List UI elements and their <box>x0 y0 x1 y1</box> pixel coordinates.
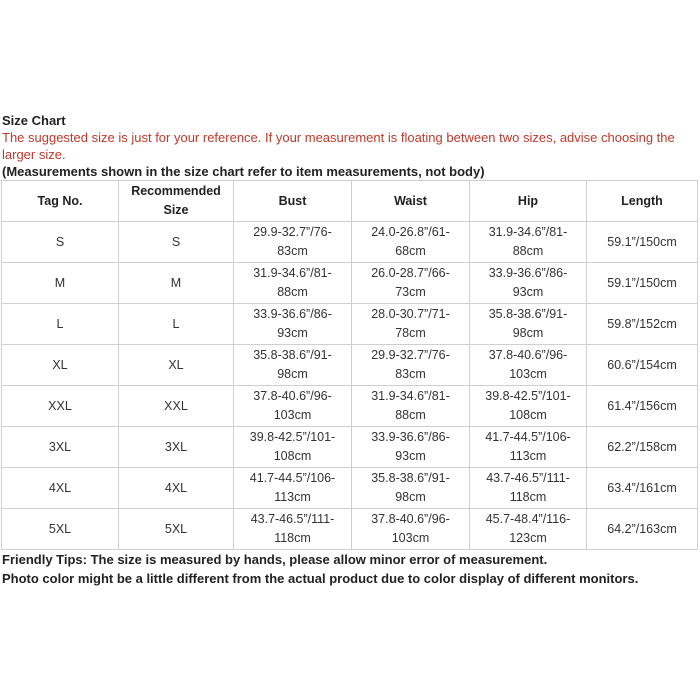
cell-hip: 35.8-38.6”/91-98cm <box>470 304 587 345</box>
cell-waist: 28.0-30.7”/71-78cm <box>352 304 470 345</box>
table-row <box>2 263 698 304</box>
cell-length: 59.1”/150cm <box>587 263 698 304</box>
cell-bust: 39.8-42.5”/101-108cm <box>234 427 352 468</box>
header-bust: Bust <box>234 181 352 222</box>
cell-length: 63.4”/161cm <box>587 468 698 509</box>
cell-waist: 24.0-26.8”/61-68cm <box>352 222 470 263</box>
cell-hip: 33.9-36.6”/86-93cm <box>470 263 587 304</box>
cell-waist: 35.8-38.6”/91-98cm <box>352 468 470 509</box>
cell-tag: M <box>2 263 119 304</box>
cell-waist: 37.8-40.6”/96-103cm <box>352 509 470 550</box>
cell-recommended: XL <box>119 345 234 386</box>
table-row <box>2 222 698 263</box>
cell-length: 60.6”/154cm <box>587 345 698 386</box>
table-row <box>2 509 698 550</box>
cell-tag: 5XL <box>2 509 119 550</box>
cell-hip: 39.8-42.5”/101-108cm <box>470 386 587 427</box>
cell-bust: 41.7-44.5”/106-113cm <box>234 468 352 509</box>
header-hip: Hip <box>470 181 587 222</box>
cell-tag: 4XL <box>2 468 119 509</box>
size-chart-section <box>0 112 700 588</box>
cell-length: 59.1”/150cm <box>587 222 698 263</box>
cell-waist: 26.0-28.7”/66-73cm <box>352 263 470 304</box>
table-row <box>2 386 698 427</box>
cell-tag: XXL <box>2 386 119 427</box>
cell-recommended: M <box>119 263 234 304</box>
size-chart-title: Size Chart <box>2 113 66 128</box>
cell-tag: S <box>2 222 119 263</box>
cell-hip: 45.7-48.4”/116-123cm <box>470 509 587 550</box>
cell-recommended: XXL <box>119 386 234 427</box>
cell-waist: 29.9-32.7”/76-83cm <box>352 345 470 386</box>
table-row <box>2 304 698 345</box>
friendly-tip-measurement: Friendly Tips: The size is measured by hands, please allow minor error of measurement. <box>2 552 548 567</box>
table-row <box>2 427 698 468</box>
cell-hip: 31.9-34.6”/81-88cm <box>470 222 587 263</box>
cell-waist: 33.9-36.6”/86-93cm <box>352 427 470 468</box>
cell-hip: 43.7-46.5”/111-118cm <box>470 468 587 509</box>
size-table <box>1 180 698 550</box>
cell-waist: 31.9-34.6”/81-88cm <box>352 386 470 427</box>
measurement-note: (Measurements shown in the size chart refer to item measurements, not body) <box>2 164 485 179</box>
cell-recommended: L <box>119 304 234 345</box>
cell-length: 62.2”/158cm <box>587 427 698 468</box>
friendly-tip-color: Photo color might be a little different from the actual product due to color display of different monitors. <box>2 571 639 586</box>
header-tag-no: Tag No. <box>2 181 119 222</box>
cell-tag: XL <box>2 345 119 386</box>
cell-tag: L <box>2 304 119 345</box>
cell-length: 59.8”/152cm <box>587 304 698 345</box>
cell-recommended: 3XL <box>119 427 234 468</box>
cell-hip: 41.7-44.5”/106-113cm <box>470 427 587 468</box>
header-waist: Waist <box>352 181 470 222</box>
header-length: Length <box>587 181 698 222</box>
cell-length: 61.4”/156cm <box>587 386 698 427</box>
cell-bust: 33.9-36.6”/86-93cm <box>234 304 352 345</box>
cell-bust: 29.9-32.7”/76-83cm <box>234 222 352 263</box>
header-recommended-size: Recommended Size <box>119 181 234 222</box>
table-header-row <box>2 181 698 222</box>
cell-length: 64.2”/163cm <box>587 509 698 550</box>
cell-tag: 3XL <box>2 427 119 468</box>
cell-bust: 35.8-38.6”/91-98cm <box>234 345 352 386</box>
cell-bust: 37.8-40.6”/96-103cm <box>234 386 352 427</box>
cell-recommended: 5XL <box>119 509 234 550</box>
cell-recommended: S <box>119 222 234 263</box>
cell-bust: 31.9-34.6”/81-88cm <box>234 263 352 304</box>
cell-recommended: 4XL <box>119 468 234 509</box>
table-row <box>2 345 698 386</box>
cell-hip: 37.8-40.6”/96-103cm <box>470 345 587 386</box>
cell-bust: 43.7-46.5”/111-118cm <box>234 509 352 550</box>
table-row <box>2 468 698 509</box>
suggested-size-note: The suggested size is just for your reference. If your measurement is floating between two sizes, advise choosing the larger size. <box>2 130 675 162</box>
